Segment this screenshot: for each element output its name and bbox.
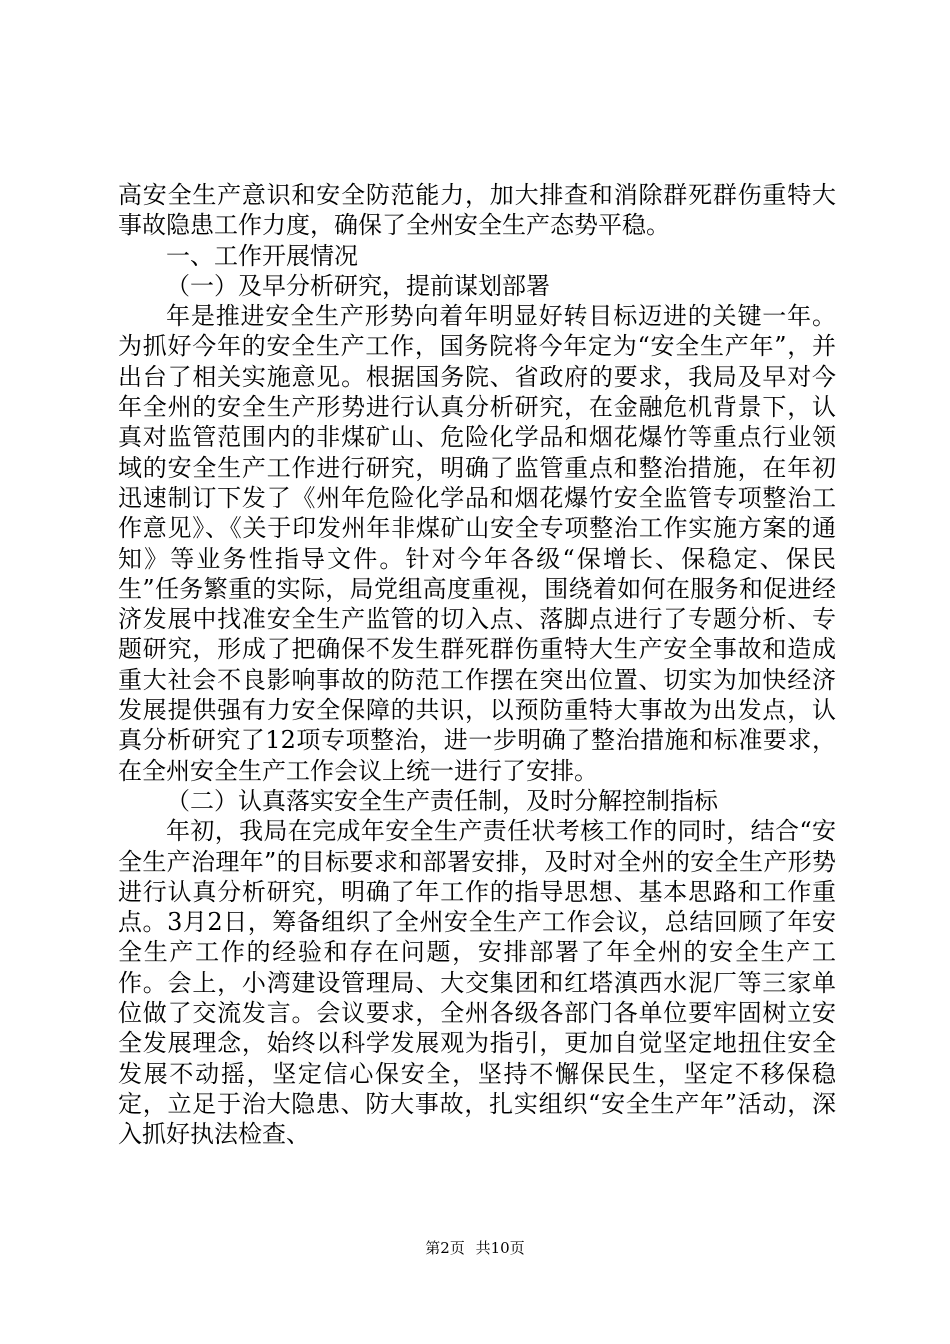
section-heading-1: 一、工作开展情况 <box>166 241 358 270</box>
subsection-heading-2: （二）认真落实安全生产责任制，及时分解控制指标 <box>166 786 718 815</box>
page-number: 第2页 <box>425 1239 465 1257</box>
page-footer <box>0 1238 950 1258</box>
document-body <box>118 180 836 1150</box>
paragraph-body-1: 年是推进安全生产形势向着年明显好转目标迈进的关键一年。为抓好今年的安全生产工作，国务院将今年定为“安全生产年”，并出台了相关实施意见。根据国务院、省政府的要求，我局及早对今年全州的安全生产形势进行认真分析研究，在金融危机背景下，认真对监管范围内的非煤矿山、危险化学品和烟花爆竹等重点行业领域的安全生产工作进行研究，明确了监管重点和整治措施，在年初迅速制订下发了《州年危险化学品和烟花爆竹安全监管专项整治工作意见》、《关于印发州年非煤矿山安全专项整治工作实施方案的通知》等业务性指导文件。针对今年各级“保增长、保稳定、保民生”任务繁重的实际，局党组高度重视，围绕着如何在服务和促进经济发展中找准安全生产监管的切入点、落脚点进行了专题分析、专题研究，形成了把确保不发生群死群伤重特大生产安全事故和造成重大社会不良影响事故的防范工作摆在突出位置、切实为加快经济发展提供强有力安全保障的共识，以预防重特大事故为出发点，认真分析研究了12项专项整治，进一步明确了整治措施和标准要求，在全州安全生产工作会议上统一进行了安排。 <box>118 302 836 785</box>
page-total: 共10页 <box>475 1239 525 1257</box>
paragraph-continuation: 高安全生产意识和安全防范能力，加大排查和消除群死群伤重特大事故隐患工作力度，确保了全州安全生产态势平稳。 <box>118 181 836 240</box>
subsection-heading-1: （一）及早分析研究，提前谋划部署 <box>166 271 550 300</box>
paragraph-body-2: 年初，我局在完成年安全生产责任状考核工作的同时，结合“安全生产治理年”的目标要求和部署安排，及时对全州的安全生产形势进行认真分析研究，明确了年工作的指导思想、基本思路和工作重点。3月2日，筹备组织了全州安全生产工作会议，总结回顾了年安全生产工作的经验和存在问题，安排部署了年全州的安全生产工作。会上，小湾建设管理局、大交集团和红塔滇西水泥厂等三家单位做了交流发言。会议要求，全州各级各部门各单位要牢固树立安全发展理念，始终以科学发展观为指引，更加自觉坚定地扭住安全发展不动摇，坚定信心保安全，坚持不懈保民生，坚定不移保稳定，立足于治大隐患、防大事故，扎实组织“安全生产年”活动，深入抓好执法检查、 <box>118 817 836 1149</box>
